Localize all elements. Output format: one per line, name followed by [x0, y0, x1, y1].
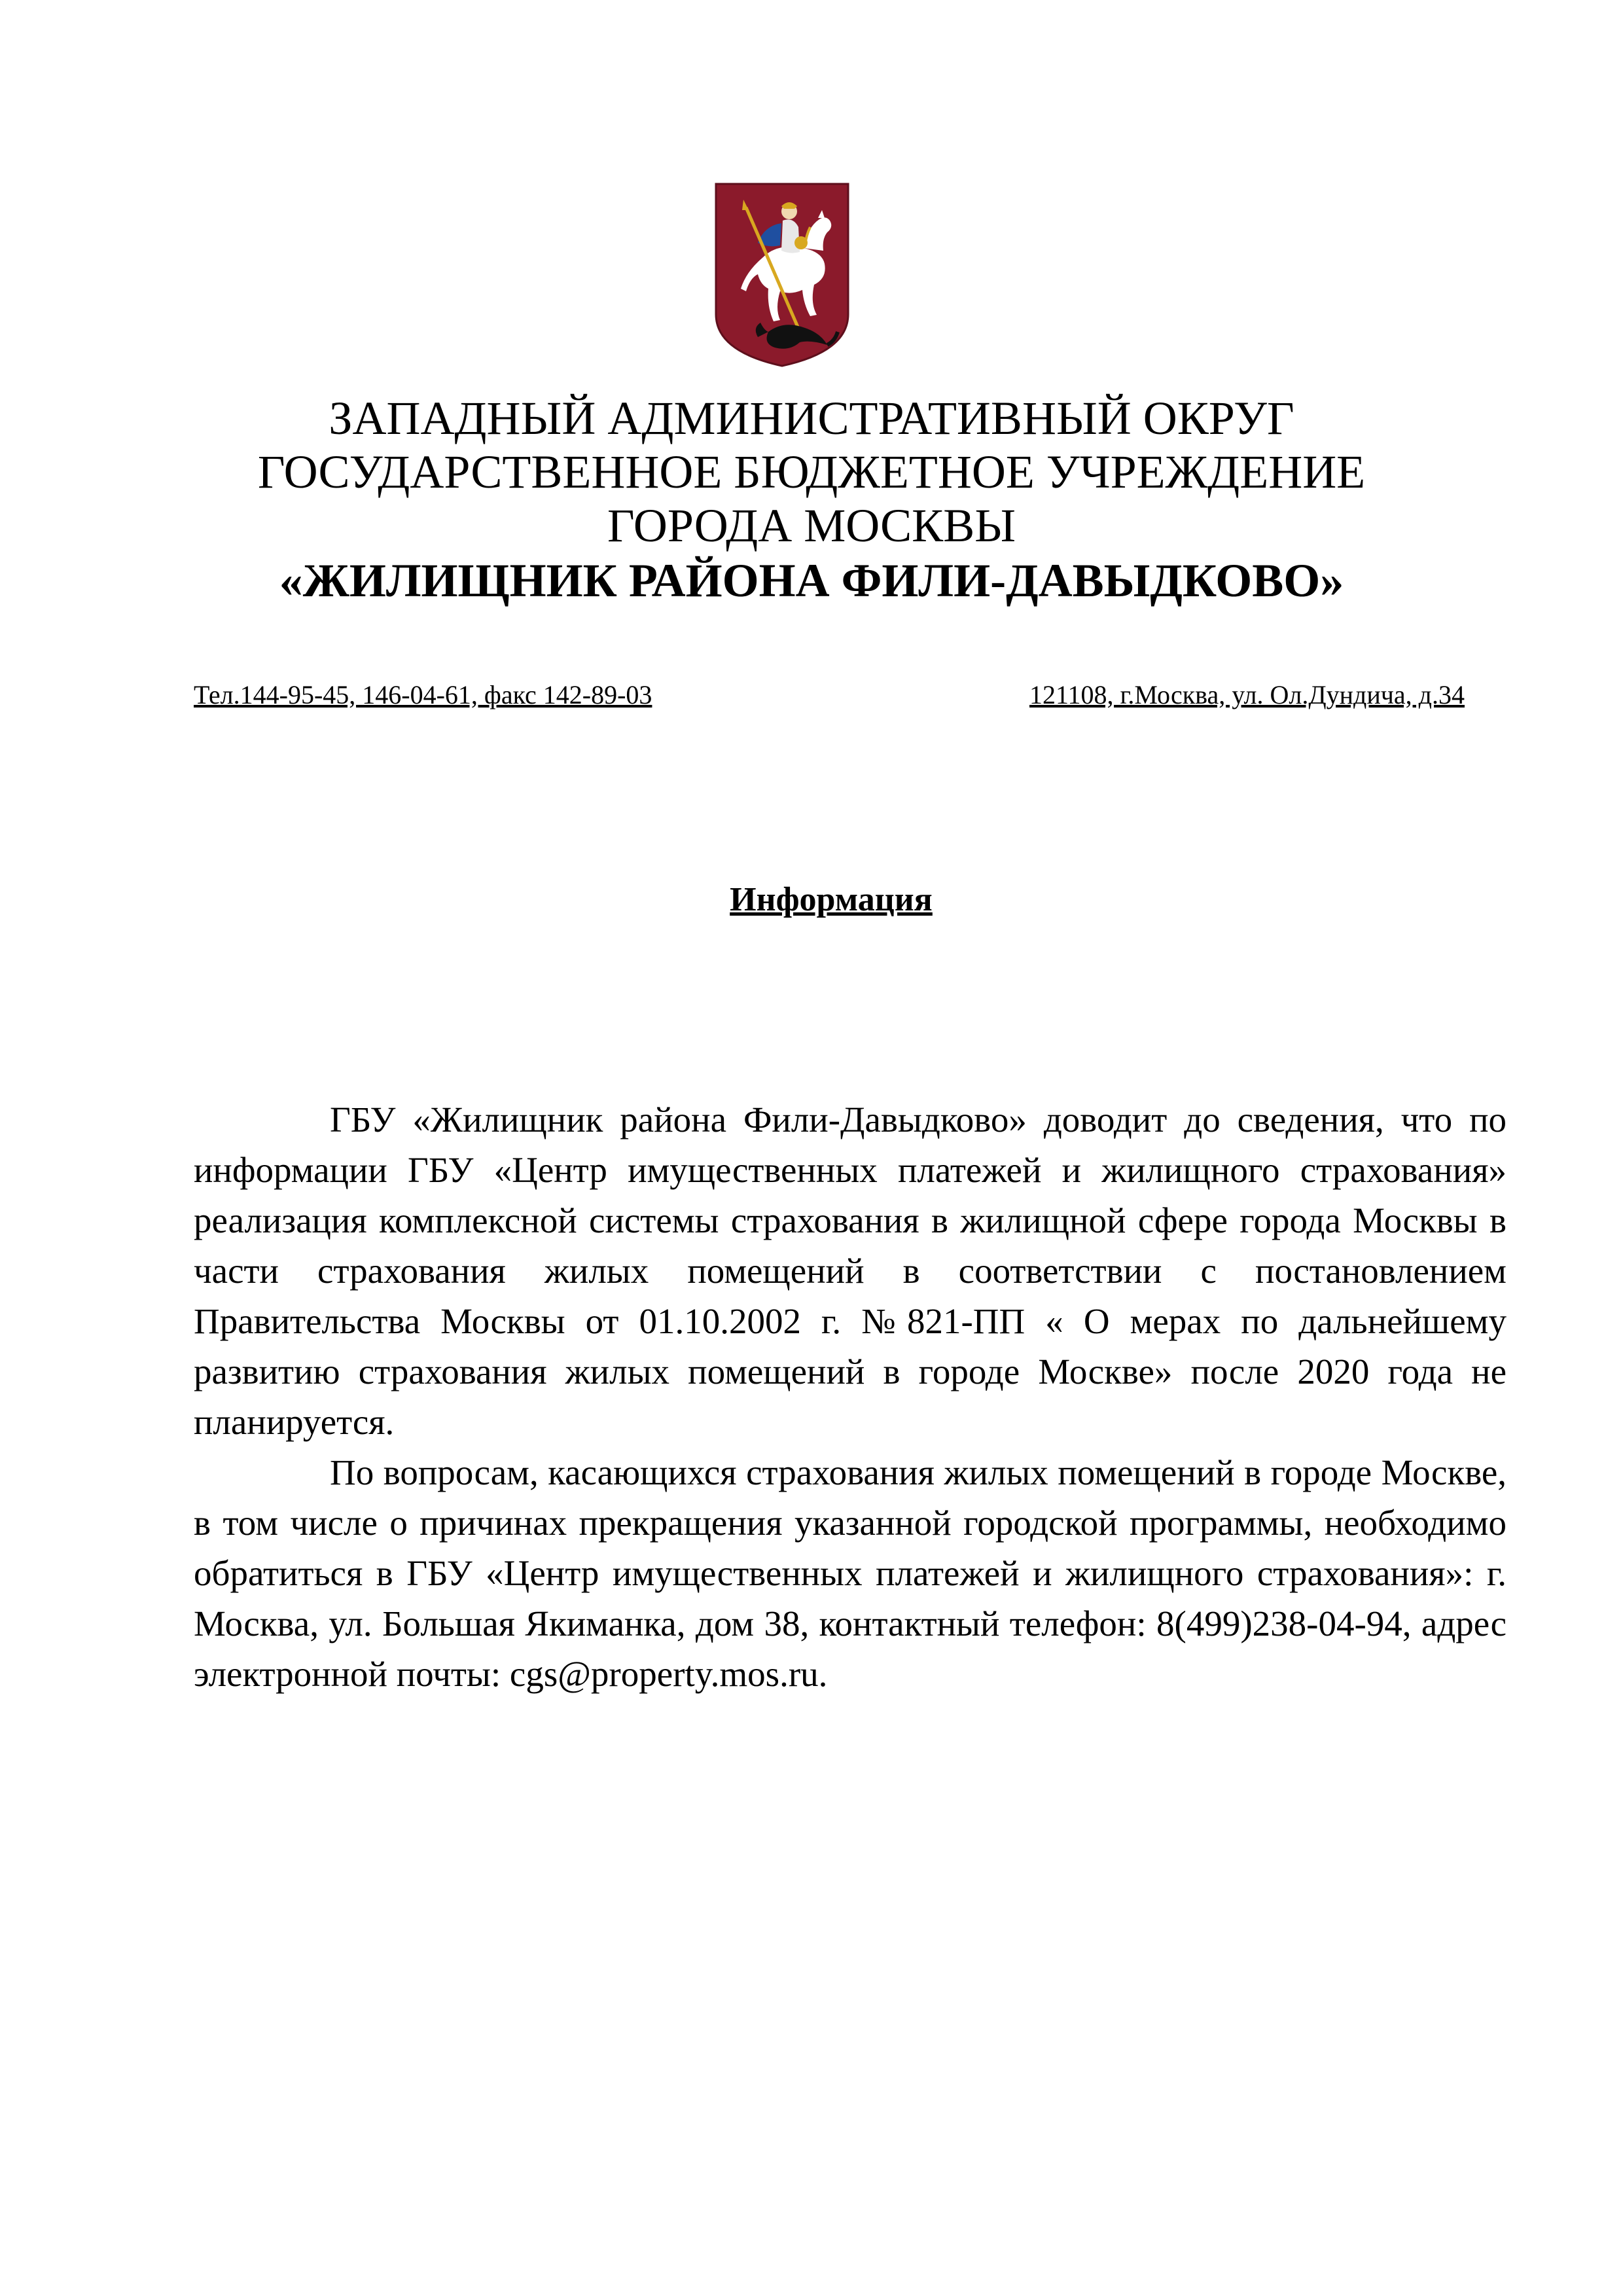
body-paragraph-2: По вопросам, касающихся страхования жилых помещений в городе Москве, в том числе о причинах прекращения указанной городской программы, необходимо обратиться в ГБУ «Центр имущественных платежей и жилищного страхования»: г. Москва, ул. Большая Якиманка, дом 38, контактный телефон: 8(499)238-04-94, адрес электронной почты: cgs@property.mos.ru. [194, 1452, 1507, 1694]
phone-fax-line: Тел.144-95-45, 146-04-61, факс 142-89-03 [194, 680, 652, 709]
city-name: ГОРОДА МОСКВЫ [607, 499, 1016, 552]
district-name: ЗАПАДНЫЙ АДМИНИСТРАТИВНЫЙ ОКРУГ [329, 392, 1294, 444]
postal-address-line: 121108, г.Москва, ул. Ол.Дундича, д.34 [1029, 680, 1465, 709]
organization-header [0, 391, 1623, 607]
institution-type: ГОСУДАРСТВЕННОЕ БЮДЖЕТНОЕ УЧРЕЖДЕНИЕ [257, 446, 1366, 498]
document-title: Информация [730, 881, 933, 918]
moscow-coat-of-arms-icon [712, 180, 852, 370]
document-body [194, 1094, 1507, 1699]
body-paragraph-1: ГБУ «Жилищник района Фили-Давыдково» доводит до сведения, что по информации ГБУ «Центр имущественных платежей и жилищного страхования» реализация комплексной системы страхования в жилищной сфере города Москвы в части страхования жилых помещений в соответствии с постановлением Правительства Москвы от 01.10.2002 г. №821-ПП « О мерах по дальнейшему развитию страхования жилых помещений в городе Москве» после 2020 года не планируется. [194, 1100, 1507, 1442]
organization-name: «ЖИЛИЩНИК РАЙОНА ФИЛИ-ДАВЫДКОВО» [279, 554, 1344, 607]
